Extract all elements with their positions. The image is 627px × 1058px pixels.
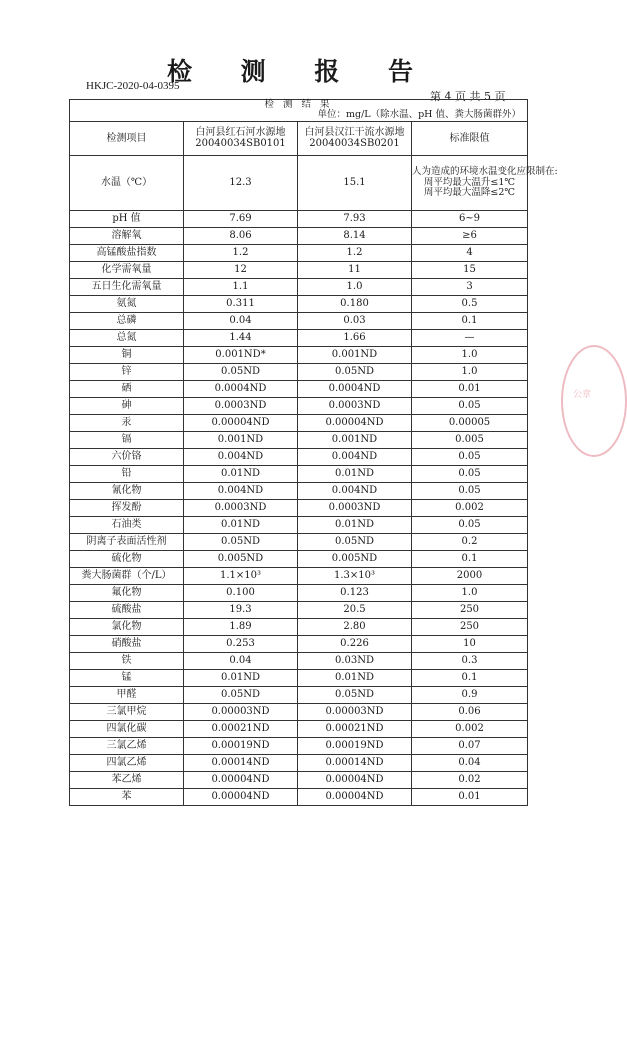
table-row <box>70 397 528 414</box>
item-name: 总磷 <box>70 312 184 329</box>
site1-value: 12 <box>184 261 298 278</box>
table-row <box>70 261 528 278</box>
site2-value: 0.00003ND <box>298 703 412 720</box>
standard-limit: 0.00005 <box>412 414 528 431</box>
site2-value: 1.2 <box>298 244 412 261</box>
standard-limit: 6~9 <box>412 210 528 227</box>
site2-value: 0.004ND <box>298 482 412 499</box>
site1-value: 0.00004ND <box>184 771 298 788</box>
table-row <box>70 329 528 346</box>
item-name: pH 值 <box>70 210 184 227</box>
table-row <box>70 516 528 533</box>
site2-value: 20.5 <box>298 601 412 618</box>
col-header-standard: 标准限值 <box>412 121 528 155</box>
table-row <box>70 703 528 720</box>
site1-value: 0.04 <box>184 312 298 329</box>
item-name: 五日生化需氧量 <box>70 278 184 295</box>
site2-value: 0.05ND <box>298 533 412 550</box>
site2-value: 0.00019ND <box>298 737 412 754</box>
col-header-item: 检测项目 <box>70 121 184 155</box>
table-row <box>70 380 528 397</box>
site1-value: 0.00021ND <box>184 720 298 737</box>
table-row <box>70 584 528 601</box>
standard-limit: 2000 <box>412 567 528 584</box>
item-name: 石油类 <box>70 516 184 533</box>
site1-value: 0.00014ND <box>184 754 298 771</box>
table-row <box>70 771 528 788</box>
site1-value: 7.69 <box>184 210 298 227</box>
col-header-site1: 白河县红石河水源地 20040034SB0101 <box>184 121 298 155</box>
item-name: 硝酸盐 <box>70 635 184 652</box>
table-row <box>70 244 528 261</box>
site1-value: 19.3 <box>184 601 298 618</box>
site1-value: 0.00019ND <box>184 737 298 754</box>
table-row <box>70 669 528 686</box>
official-seal: 公章 <box>561 345 627 457</box>
site1-value: 0.004ND <box>184 482 298 499</box>
item-name: 六价铬 <box>70 448 184 465</box>
standard-limit: 250 <box>412 601 528 618</box>
site1-value: 0.01ND <box>184 669 298 686</box>
results-table <box>69 99 558 806</box>
item-name: 阴离子表面活性剂 <box>70 533 184 550</box>
table-row <box>70 499 528 516</box>
table-row <box>70 448 528 465</box>
site2-value: 0.0003ND <box>298 397 412 414</box>
site2-value: 0.05ND <box>298 363 412 380</box>
table-row <box>70 227 528 244</box>
site1-value: 0.311 <box>184 295 298 312</box>
item-name: 苯乙烯 <box>70 771 184 788</box>
item-name: 水温（℃） <box>70 155 184 210</box>
standard-limit: 0.002 <box>412 499 528 516</box>
site2-value: 15.1 <box>298 155 412 210</box>
item-name: 硫化物 <box>70 550 184 567</box>
table-row <box>70 618 528 635</box>
site1-value: 1.44 <box>184 329 298 346</box>
item-name: 总氮 <box>70 329 184 346</box>
standard-limit: 0.5 <box>412 295 528 312</box>
standard-limit: 1.0 <box>412 346 528 363</box>
table-row <box>70 652 528 669</box>
results-caption-cell <box>70 100 528 122</box>
site2-value: 0.01ND <box>298 465 412 482</box>
page-title: 检 测 报 告 <box>166 57 434 86</box>
item-name: 氨氮 <box>70 295 184 312</box>
site2-value: 2.80 <box>298 618 412 635</box>
results-caption: 检 测 结 果 <box>264 99 333 110</box>
column-header-row <box>70 121 528 155</box>
item-name: 四氯化碳 <box>70 720 184 737</box>
site1-value: 0.0003ND <box>184 499 298 516</box>
standard-limit: 0.07 <box>412 737 528 754</box>
item-name: 铁 <box>70 652 184 669</box>
site2-value: 0.001ND <box>298 346 412 363</box>
standard-limit: 0.01 <box>412 380 528 397</box>
site2-value: 0.00021ND <box>298 720 412 737</box>
standard-limit: 0.01 <box>412 788 528 805</box>
table-row <box>70 312 528 329</box>
site2-value: 0.180 <box>298 295 412 312</box>
site2-value: 0.01ND <box>298 516 412 533</box>
standard-limit: 0.06 <box>412 703 528 720</box>
site2-value: 1.3×10³ <box>298 567 412 584</box>
table-row <box>70 635 528 652</box>
standard-limit: 15 <box>412 261 528 278</box>
table-row <box>70 754 528 771</box>
site1-value: 0.001ND <box>184 431 298 448</box>
site1-value: 1.2 <box>184 244 298 261</box>
table-row <box>70 210 528 227</box>
site1-value: 0.00004ND <box>184 414 298 431</box>
site1-value: 0.100 <box>184 584 298 601</box>
site2-value: 0.0004ND <box>298 380 412 397</box>
item-name: 三氯乙烯 <box>70 737 184 754</box>
table-row <box>70 465 528 482</box>
site1-value: 0.01ND <box>184 465 298 482</box>
site2-value: 0.00004ND <box>298 788 412 805</box>
site1-value: 0.004ND <box>184 448 298 465</box>
site2-value: 8.14 <box>298 227 412 244</box>
site2-value: 0.00004ND <box>298 771 412 788</box>
table-row <box>70 346 528 363</box>
site1-value: 0.005ND <box>184 550 298 567</box>
site1-value: 0.01ND <box>184 516 298 533</box>
site2-value: 0.00004ND <box>298 414 412 431</box>
site1-value: 0.00003ND <box>184 703 298 720</box>
item-name: 氯化物 <box>70 618 184 635</box>
site1-value: 1.1 <box>184 278 298 295</box>
table-row <box>70 295 528 312</box>
table-row <box>70 155 528 210</box>
table-row <box>70 788 528 805</box>
item-name: 铅 <box>70 465 184 482</box>
site2-value: 0.03 <box>298 312 412 329</box>
site1-value: 0.0004ND <box>184 380 298 397</box>
site1-value: 0.05ND <box>184 686 298 703</box>
standard-limit: 0.002 <box>412 720 528 737</box>
site1-value: 0.05ND <box>184 363 298 380</box>
standard-limit: 1.0 <box>412 584 528 601</box>
site1-value: 1.89 <box>184 618 298 635</box>
standard-limit: 0.2 <box>412 533 528 550</box>
site2-value: 0.004ND <box>298 448 412 465</box>
item-name: 苯 <box>70 788 184 805</box>
table-row <box>70 567 528 584</box>
standard-limit: 0.1 <box>412 550 528 567</box>
site2-value: 0.05ND <box>298 686 412 703</box>
item-name: 四氯乙烯 <box>70 754 184 771</box>
site2-value: 0.0003ND <box>298 499 412 516</box>
standard-limit: ≥6 <box>412 227 528 244</box>
page-indicator: 第 4 页 共 5 页 <box>430 90 506 103</box>
item-name: 汞 <box>70 414 184 431</box>
site2-value: 7.93 <box>298 210 412 227</box>
unit-note: 单位：mg/L（除水温、pH 值、粪大肠菌群外） <box>317 109 521 121</box>
site1-value: 0.00004ND <box>184 788 298 805</box>
site2-value: 0.001ND <box>298 431 412 448</box>
site1-value: 8.06 <box>184 227 298 244</box>
site1-value: 12.3 <box>184 155 298 210</box>
site2-value: 0.005ND <box>298 550 412 567</box>
item-name: 硫酸盐 <box>70 601 184 618</box>
table-row <box>70 414 528 431</box>
standard-limit: 0.05 <box>412 448 528 465</box>
standard-limit: 0.02 <box>412 771 528 788</box>
site2-value: 0.226 <box>298 635 412 652</box>
table-row <box>70 431 528 448</box>
standard-limit: — <box>412 329 528 346</box>
col-header-site2: 白河县汉江干流水源地 20040034SB0201 <box>298 121 412 155</box>
item-name: 粪大肠菌群（个/L） <box>70 567 184 584</box>
item-name: 甲醛 <box>70 686 184 703</box>
site2-value: 0.123 <box>298 584 412 601</box>
report-number: HKJC-2020-04-0395 <box>86 80 180 92</box>
site1-value: 0.04 <box>184 652 298 669</box>
site1-value: 0.253 <box>184 635 298 652</box>
standard-limit: 1.0 <box>412 363 528 380</box>
standard-limit: 0.05 <box>412 397 528 414</box>
site1-value: 0.05ND <box>184 533 298 550</box>
item-name: 三氯甲烷 <box>70 703 184 720</box>
table-row <box>70 278 528 295</box>
standard-limit: 3 <box>412 278 528 295</box>
site2-value: 0.03ND <box>298 652 412 669</box>
table-row <box>70 482 528 499</box>
site1-value: 0.0003ND <box>184 397 298 414</box>
site2-value: 11 <box>298 261 412 278</box>
standard-limit: 0.9 <box>412 686 528 703</box>
standard-limit: 0.005 <box>412 431 528 448</box>
item-name: 锌 <box>70 363 184 380</box>
table-row <box>70 533 528 550</box>
table-row <box>70 686 528 703</box>
table-row <box>70 720 528 737</box>
site2-value: 1.66 <box>298 329 412 346</box>
site2-value: 0.00014ND <box>298 754 412 771</box>
table-row <box>70 363 528 380</box>
standard-limit: 0.1 <box>412 669 528 686</box>
item-name: 化学需氧量 <box>70 261 184 278</box>
standard-limit: 250 <box>412 618 528 635</box>
standard-limit: 0.05 <box>412 516 528 533</box>
item-name: 溶解氧 <box>70 227 184 244</box>
standard-limit: 人为造成的环境水温变化应限制在: 周平均最大温升≤1℃ 周平均最大温降≤2℃ <box>412 155 528 210</box>
standard-limit: 10 <box>412 635 528 652</box>
standard-limit: 0.04 <box>412 754 528 771</box>
site2-value: 1.0 <box>298 278 412 295</box>
item-name: 砷 <box>70 397 184 414</box>
item-name: 氰化物 <box>70 482 184 499</box>
item-name: 锰 <box>70 669 184 686</box>
standard-limit: 0.05 <box>412 482 528 499</box>
item-name: 氟化物 <box>70 584 184 601</box>
table-row <box>70 737 528 754</box>
standard-limit: 0.3 <box>412 652 528 669</box>
item-name: 挥发酚 <box>70 499 184 516</box>
site2-value: 0.01ND <box>298 669 412 686</box>
table-row <box>70 601 528 618</box>
item-name: 镉 <box>70 431 184 448</box>
site1-value: 1.1×10³ <box>184 567 298 584</box>
standard-limit: 0.1 <box>412 312 528 329</box>
table-row <box>70 550 528 567</box>
item-name: 高锰酸盐指数 <box>70 244 184 261</box>
item-name: 铜 <box>70 346 184 363</box>
site1-value: 0.001ND* <box>184 346 298 363</box>
item-name: 硒 <box>70 380 184 397</box>
standard-limit: 4 <box>412 244 528 261</box>
standard-limit: 0.05 <box>412 465 528 482</box>
